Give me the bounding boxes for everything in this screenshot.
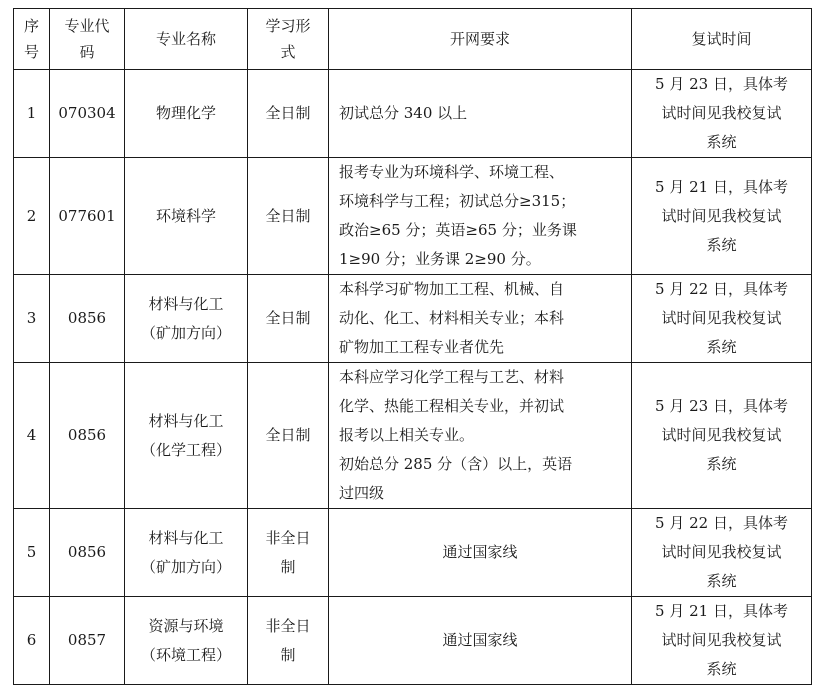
table-row: [14, 597, 812, 685]
cell-requirements: 报考专业为环境科学、环境工程、 环境科学与工程；初试总分≥315； 政治≥65 分；英语≥65 分；业务课 1≥90 分；业务课 2≥90 分。: [329, 158, 632, 275]
cell-retest-time: 5 月 23 日，具体考 试时间见我校复试 系统: [632, 363, 812, 509]
header-seq: 序 号: [14, 9, 50, 70]
cell-name: 材料与化工 （矿加方向）: [125, 275, 248, 363]
header-name: 专业名称: [125, 9, 248, 70]
header-row: [14, 9, 812, 70]
cell-code: 0856: [50, 363, 125, 509]
cell-name: 资源与环境 （环境工程）: [125, 597, 248, 685]
cell-seq: 6: [14, 597, 50, 685]
table-row: [14, 158, 812, 275]
cell-code: 077601: [50, 158, 125, 275]
cell-seq: 1: [14, 70, 50, 158]
cell-mode: 全日制: [248, 363, 329, 509]
cell-requirements: 通过国家线: [329, 597, 632, 685]
header-requirements: 开网要求: [329, 9, 632, 70]
cell-mode: 非全日 制: [248, 509, 329, 597]
cell-code: 070304: [50, 70, 125, 158]
cell-seq: 2: [14, 158, 50, 275]
admission-table: [13, 8, 812, 685]
cell-mode: 全日制: [248, 275, 329, 363]
header-retest-time: 复试时间: [632, 9, 812, 70]
cell-code: 0856: [50, 509, 125, 597]
cell-requirements: 初试总分 340 以上: [329, 70, 632, 158]
cell-requirements: 本科学习矿物加工工程、机械、自 动化、化工、材料相关专业；本科 矿物加工工程专业者优先: [329, 275, 632, 363]
header-code: 专业代 码: [50, 9, 125, 70]
cell-retest-time: 5 月 21 日，具体考 试时间见我校复试 系统: [632, 597, 812, 685]
cell-seq: 3: [14, 275, 50, 363]
cell-retest-time: 5 月 23 日，具体考 试时间见我校复试 系统: [632, 70, 812, 158]
cell-seq: 4: [14, 363, 50, 509]
cell-retest-time: 5 月 22 日，具体考 试时间见我校复试 系统: [632, 509, 812, 597]
header-mode: 学习形 式: [248, 9, 329, 70]
table-row: [14, 70, 812, 158]
table-row: [14, 363, 812, 509]
cell-code: 0856: [50, 275, 125, 363]
cell-requirements: 通过国家线: [329, 509, 632, 597]
cell-retest-time: 5 月 22 日，具体考 试时间见我校复试 系统: [632, 275, 812, 363]
cell-mode: 全日制: [248, 158, 329, 275]
cell-mode: 全日制: [248, 70, 329, 158]
cell-retest-time: 5 月 21 日，具体考 试时间见我校复试 系统: [632, 158, 812, 275]
cell-name: 材料与化工 （化学工程）: [125, 363, 248, 509]
cell-requirements: 本科应学习化学工程与工艺、材料 化学、热能工程相关专业，并初试 报考以上相关专业。 初始总分 285 分（含）以上，英语 过四级: [329, 363, 632, 509]
cell-name: 物理化学: [125, 70, 248, 158]
cell-mode: 非全日 制: [248, 597, 329, 685]
cell-name: 环境科学: [125, 158, 248, 275]
table-row: [14, 509, 812, 597]
cell-seq: 5: [14, 509, 50, 597]
cell-code: 0857: [50, 597, 125, 685]
cell-name: 材料与化工 （矿加方向）: [125, 509, 248, 597]
table-row: [14, 275, 812, 363]
